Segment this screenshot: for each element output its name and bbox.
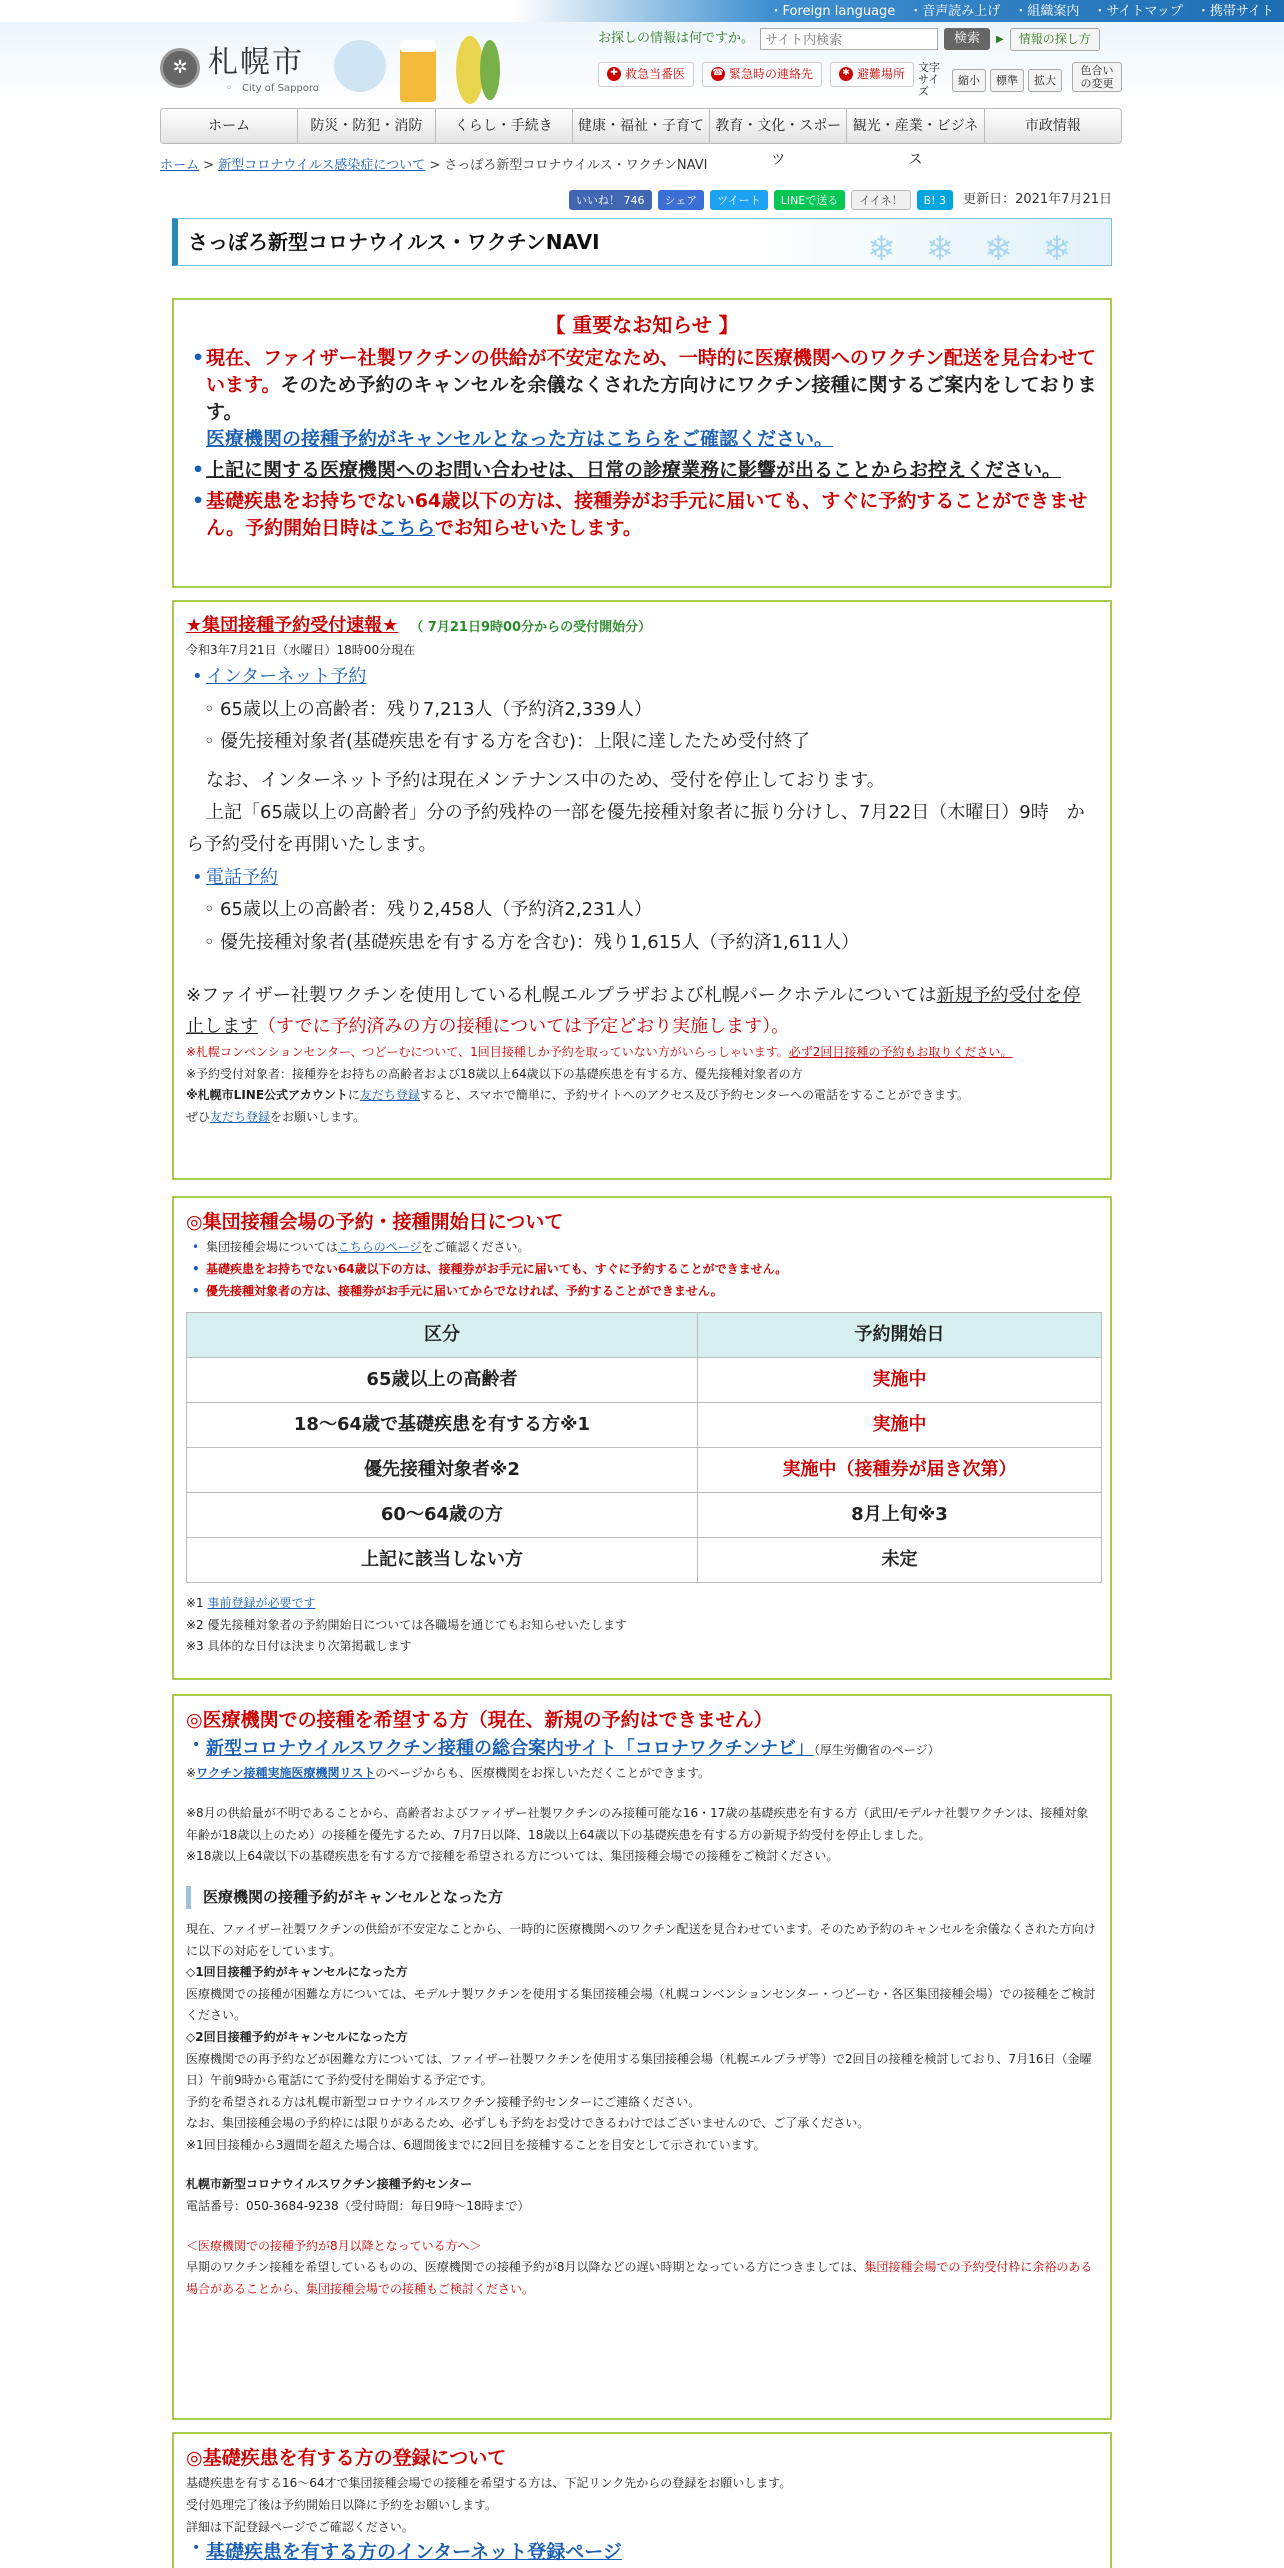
breadcrumb-parent[interactable]: 新型コロナウイルス感染症について <box>218 158 426 173</box>
evacuation-site-label: 避難場所 <box>857 67 906 81</box>
nav-education[interactable]: 教育・文化・スポーツ <box>710 109 847 143</box>
facebook-share-button[interactable]: シェア <box>658 190 705 210</box>
search-button[interactable]: 検索 <box>944 28 990 50</box>
evacuation-icon: ✱ <box>839 67 853 81</box>
page-title: さっぽろ新型コロナウイルス・ワクチンNAVI <box>188 229 600 254</box>
convention-text: ※札幌コンベンションセンター、つどーむについて、1回目接種しか予約を取っていない方がいらっしゃいます。 <box>186 1045 789 1060</box>
logo-name: 札幌市 <box>208 45 304 80</box>
font-smaller-button[interactable]: 縮小 <box>952 69 986 92</box>
search-input[interactable] <box>760 28 938 50</box>
breadcrumb-sep: > <box>203 158 215 173</box>
call-center-phone: 電話番号：050-3684-9238（受付時間：毎日9時～18時まで） <box>186 2199 530 2214</box>
beer-corn-illustration-icon <box>330 26 530 106</box>
nav-home[interactable]: ホーム <box>161 109 298 143</box>
nav-living[interactable]: くらし・手続き <box>436 109 573 143</box>
font-larger-button[interactable]: 拡大 <box>1028 69 1062 92</box>
table-cell: 18～64歳で基礎疾患を有する方※1 <box>187 1403 698 1448</box>
second-dose-heading: ◇2回目接種予約がキャンセルになった方 <box>186 2029 408 2044</box>
font-standard-button[interactable]: 標準 <box>990 69 1024 92</box>
call-center-name: 札幌市新型コロナウイルスワクチン接種予約センター <box>186 2177 473 2192</box>
august-text-b: 集団接種会場での予約受付枠に余裕のある場合があることから、集団接種会場での接種もご検討ください。 <box>186 2260 1093 2296</box>
nav-tourism[interactable]: 観光・産業・ビジネス <box>847 109 984 143</box>
emergency-contact-button[interactable] <box>702 62 822 87</box>
schedule-item <box>186 1237 1098 1259</box>
breadcrumb-current: さっぽろ新型コロナウイルス・ワクチンNAVI <box>444 158 708 173</box>
line-note <box>186 1085 1098 1128</box>
navi-item <box>186 1735 1098 1763</box>
clinic-list-link[interactable]: ワクチン接種実施医療機関リスト <box>196 1766 376 1781</box>
list-text: のページからも、医療機関をお探しいただくことができます。 <box>375 1766 711 1781</box>
table-cell: 65歳以上の高齢者 <box>187 1358 698 1403</box>
table-row <box>187 1358 1102 1403</box>
search-question: お探しの情報は何ですか。 <box>598 31 755 47</box>
reservation-flash-box <box>172 600 1112 1180</box>
top-utility-bar <box>0 0 1284 22</box>
table-cell: 上記に該当しない方 <box>187 1538 698 1583</box>
list-note <box>186 1763 1098 1785</box>
schedule-box <box>172 1196 1112 1680</box>
registration-title: ◎基礎疾患を有する方の登録について <box>186 2447 507 2469</box>
interval-note: ※1回目接種から3週間を超えた場合は、6週間後までに2回目を接種することを目安として示されています。 <box>186 2137 766 2152</box>
notice-inquiry-text: 上記に関する医療機関へのお問い合わせは、日常の診療業務に影響が出ることからお控えください。 <box>206 458 1062 481</box>
emergency-contact-label: 緊急時の連絡先 <box>729 67 814 81</box>
medical-title: ◎医療機関での接種を希望する方（現在、新規の予約はできません） <box>186 1709 773 1731</box>
table-header-row <box>187 1313 1102 1358</box>
social-buttons <box>569 190 1112 210</box>
site-logo[interactable] <box>160 40 319 96</box>
iine-button[interactable]: イイネ！ <box>851 190 910 210</box>
corona-navi-link[interactable]: 新型コロナウイルスワクチン接種の総合案内サイト「コロナワクチンナビ」 <box>206 1738 814 1760</box>
pfizer-text: ※ファイザー社製ワクチンを使用している札幌エルプラザおよび札幌パークホテルについては <box>186 985 937 1006</box>
schedule-table <box>186 1312 1102 1583</box>
font-size-controls <box>918 62 1062 98</box>
limited-slots-text: なお、集団接種会場の予約枠には限りがあるため、必ずしも予約をお受けできるわけではございませんので、ご了承ください。 <box>186 2116 870 2131</box>
internet-elderly-count: ◦ 65歳以上の高齢者：残り7,213人（予約済2,339人） <box>186 694 1098 726</box>
pre-registration-link[interactable]: 事前登録が必要です <box>207 1596 316 1611</box>
flash-title: ★集団接種予約受付速報★ <box>186 615 399 636</box>
foreign-language-link[interactable]: ・Foreign language <box>769 4 896 19</box>
hospital-icon: ✚ <box>607 67 621 81</box>
line-ni-text: に <box>347 1088 360 1103</box>
phone-elderly-count: ◦ 65歳以上の高齢者：残り2,458人（予約済2,231人） <box>186 894 1098 926</box>
phone-reservation-item <box>186 862 1098 894</box>
phone-priority-count: ◦ 優先接種対象者(基礎疾患を有する方を含む)：残り1,615人（予約済1,611人） <box>186 927 1098 959</box>
table-header: 区分 <box>187 1313 698 1358</box>
tweet-button[interactable]: ツイート <box>710 190 767 210</box>
phone-icon: ☎ <box>711 67 725 81</box>
line-friend-link-2[interactable]: 友だち登録 <box>210 1109 271 1124</box>
schedule-item: • 優先接種対象者の方は、接種券がお手元に届いてからでなければ、予約することができません。 <box>186 1281 1098 1303</box>
voice-read-link[interactable]: ・音声読み上げ <box>909 4 1001 19</box>
table-row <box>187 1448 1102 1493</box>
cancel-heading: 医療機関の接種予約がキャンセルとなった方 <box>186 1886 1098 1909</box>
maintenance-text: なお、インターネット予約は現在メンテナンス中のため、受付を停止しております。 <box>206 769 885 791</box>
registration-text-2: 受付処理完了後は予約開始日以降に予約をお願いします。 <box>186 2498 498 2513</box>
mobile-site-link[interactable]: ・携帯サイト <box>1196 4 1274 19</box>
line-please-text: ぜひ <box>186 1109 211 1124</box>
first-dose-text: 医療機関での接種が困難な方については、モデルナ製ワクチンを使用する集団接種会場（札幌コンベンションセンター・つどーむ・各区集団接種会場）での接種をご検討ください。 <box>186 1986 1096 2023</box>
venue-page-link[interactable]: こちらのページ <box>337 1240 422 1255</box>
internet-reservation-link[interactable]: インターネット予約 <box>206 666 367 688</box>
flash-note: （ 7月21日9時00分からの受付開始分） <box>410 620 652 635</box>
breadcrumb-sep: > <box>429 158 441 173</box>
notice-item <box>186 488 1098 542</box>
contact-center-text: 予約を希望される方は札幌市新型コロナウイルスワクチン接種予約センターにご連絡ください。 <box>186 2094 701 2109</box>
color-change-button[interactable]: 色合いの変更 <box>1072 62 1122 92</box>
emergency-links <box>598 62 914 87</box>
notice-supply-text: 現在、ファイザー社製ワクチンの供給が不安定なため、一時的に医療機関へのワクチン配送を見合わせています。 <box>206 347 1096 396</box>
pfizer-notice <box>186 981 1098 1042</box>
table-row <box>187 1493 1102 1538</box>
mhlw-note: （厚生労働省のページ） <box>813 1743 940 1758</box>
hatena-bookmark-button[interactable]: B! 3 <box>917 190 953 210</box>
registration-text-3: 詳細は下記登録ページでご確認ください。 <box>186 2519 414 2534</box>
notice-end-text: でお知らせいたします。 <box>434 516 642 539</box>
list-mark: ※ <box>186 1766 197 1781</box>
line-end-text: をお願いします。 <box>270 1109 366 1124</box>
reallocation-text: 上記「65歳以上の高齢者」分の予約残枠の一部を優先接種対象者に振り分けし、7月22日（木曜日）9時 から予約受付を再開いたします。 <box>186 802 1085 856</box>
facebook-like-button[interactable]: いいね！ 746 <box>569 190 652 210</box>
second-dose-text: 必ず2回目接種の予約もお取りください。 <box>788 1045 1013 1060</box>
snowflake-decoration-icon: ❄❄❄❄ <box>867 229 1101 269</box>
cancel-info-link[interactable]: 医療機関の接種予約がキャンセルとなった方はこちらをご確認ください。 <box>206 427 834 450</box>
pfizer-stop-text: 新規予約受付を停止します <box>186 985 1081 1037</box>
important-notice-box <box>172 298 1112 588</box>
emergency-doctor-button[interactable] <box>598 62 694 87</box>
nav-disaster[interactable]: 防災・防犯・消防 <box>298 109 435 143</box>
flash-date: 令和3年7月21日（水曜日）18時00分現在 <box>186 642 416 657</box>
notice-item <box>186 345 1098 453</box>
evacuation-site-button[interactable] <box>830 62 914 87</box>
breadcrumb-home[interactable]: ホーム <box>160 158 200 173</box>
notice-item <box>186 457 1098 484</box>
internet-reservation-item <box>186 661 1098 693</box>
how-to-find-button[interactable]: 情報の探し方 <box>1010 28 1100 51</box>
breadcrumb <box>160 156 707 176</box>
venue-end-text: をご確認ください。 <box>421 1240 530 1255</box>
table-row <box>187 1538 1102 1583</box>
schedule-here-link[interactable]: こちら <box>378 516 435 539</box>
line-desc-text: すると、スマホで簡単に、予約サイトへのアクセス及び予約センターへの電話をすることができます。 <box>419 1088 970 1103</box>
table-cell: 未定 <box>697 1538 1101 1583</box>
notice-title: 【 重要なお知らせ 】 <box>545 313 739 337</box>
registration-page-link[interactable]: 基礎疾患を有する方のインターネット登録ページ <box>206 2541 622 2564</box>
table-header: 予約開始日 <box>697 1313 1101 1358</box>
phone-reservation-link[interactable]: 電話予約 <box>206 866 278 888</box>
august-supply-note: ※8月の供給量が不明であることから、高齢者およびファイザー社製ワクチンのみ接種可能な16・17歳の基礎疾患を有する方（武田/モデルナ社製ワクチンは、接種対象年齢が18歳以上のため）の接種を優先するため、7月7日以降、18歳以上64歳以下の基礎疾患を有する方の新規予約受付を停止しました。 <box>186 1805 1089 1842</box>
schedule-item: • 基礎疾患をお持ちでない64歳以下の方は、接種券がお手元に届いても、すぐに予約することができません。 <box>186 1259 1098 1281</box>
registration-link-item <box>186 2538 1098 2567</box>
sitemap-link[interactable]: ・サイトマップ <box>1093 4 1183 19</box>
table-row <box>187 1403 1102 1448</box>
organization-link[interactable]: ・組織案内 <box>1014 4 1080 19</box>
flash-heading <box>186 612 1098 640</box>
venue-text: 集団接種会場については <box>206 1240 338 1255</box>
site-header <box>0 0 1284 108</box>
utility-links <box>770 2 1275 22</box>
line-send-button[interactable]: LINEで送る <box>774 190 846 210</box>
footnote-3: ※3 具体的な日付は決まり次第掲載します <box>186 1639 412 1654</box>
emergency-doctor-label: 救急当番医 <box>625 67 686 81</box>
second-dose-text: 医療機関での再予約などが困難な方については、ファイザー社製ワクチンを使用する集団接種会場（札幌エルプラザ等）で2回目の接種を検討しており、7月16日（金曜日）午前9時から電話にて予約受付を開始する予定です。 <box>186 2051 1092 2088</box>
pfizer-continue-text: （すでに予約済みの方の接種については予定どおり実施します）。 <box>258 1015 790 1037</box>
updated-date: 更新日：2021年7月21日 <box>963 192 1112 207</box>
site-search <box>598 28 1100 51</box>
table-cell: 実施中 <box>697 1403 1101 1448</box>
footnote-1 <box>186 1593 1098 1615</box>
eligible-note: ※予約受付対象者：接種券をお持ちの高齢者および18歳以上64歳以下の基礎疾患を有する方、優先接種対象者の方 <box>186 1066 803 1081</box>
cancel-text: 現在、ファイザー社製ワクチンの供給が不安定なことから、一時的に医療機関へのワクチン配送を見合わせています。そのため予約のキャンセルを余儀なくされた方向けに以下の対応をしています。 <box>186 1921 1096 1958</box>
august-text <box>186 2257 1098 2300</box>
table-cell: 8月上旬※3 <box>697 1493 1101 1538</box>
logo-subtitle: ◦ City of Sapporo <box>208 81 319 97</box>
convention-note <box>186 1042 1098 1064</box>
table-cell: 実施中（接種券が届き次第） <box>697 1448 1101 1493</box>
footnote-2: ※2 優先接種対象者の予約開始日については各職場を通じてもお知らせいたします <box>186 1617 627 1632</box>
august-supply-note-2: ※18歳以上64歳以下の基礎疾患を有する方で接種を希望される方については、集団接種会場での接種をご検討ください。 <box>186 1849 839 1864</box>
internet-priority-count: ◦ 優先接種対象者(基礎疾患を有する方を含む)：上限に達したため受付終了 <box>186 726 1098 758</box>
nav-administration[interactable]: 市政情報 <box>1024 118 1081 134</box>
table-cell: 優先接種対象者※2 <box>187 1448 698 1493</box>
table-cell: 実施中 <box>697 1358 1101 1403</box>
registration-box <box>172 2432 1112 2568</box>
notice-guidance-text: そのため予約のキャンセルを余儀なくされた方向けにワクチン接種に関するご案内をしております。 <box>206 373 1097 423</box>
city-emblem-icon: ✲ <box>160 48 200 88</box>
medical-box <box>172 1694 1112 2420</box>
line-account-text: ※札幌市LINE公式アカウント <box>186 1088 348 1103</box>
schedule-title: ◎集団接種会場の予約・接種開始日について <box>186 1211 564 1233</box>
line-friend-link[interactable]: 友だち登録 <box>359 1088 420 1103</box>
registration-text-1: 基礎疾患を有する16～64才で集団接種会場での接種を希望する方は、下記リンク先からの登録をお願いします。 <box>186 2476 792 2491</box>
font-size-label: 文字サイズ <box>918 61 940 99</box>
august-heading: ＜医療機関での接種予約が8月以降となっている方へ＞ <box>186 2238 482 2253</box>
footnote-mark: ※1 <box>186 1596 208 1611</box>
table-cell: 60～64歳の方 <box>187 1493 698 1538</box>
play-arrow-icon: ▶ <box>996 33 1004 45</box>
first-dose-heading: ◇1回目接種予約がキャンセルになった方 <box>186 1965 408 1980</box>
notice-reservation-text: 基礎疾患をお持ちでない64歳以下の方は、接種券がお手元に届いても、すぐに予約することができません。予約開始日時は <box>206 489 1088 539</box>
page-title-box <box>172 218 1112 269</box>
august-text-a: 早期のワクチン接種を希望しているものの、医療機関での接種予約が8月以降などの遅い時期となっている方につきましては、 <box>186 2260 865 2275</box>
nav-health[interactable]: 健康・福祉・子育て <box>573 109 710 143</box>
